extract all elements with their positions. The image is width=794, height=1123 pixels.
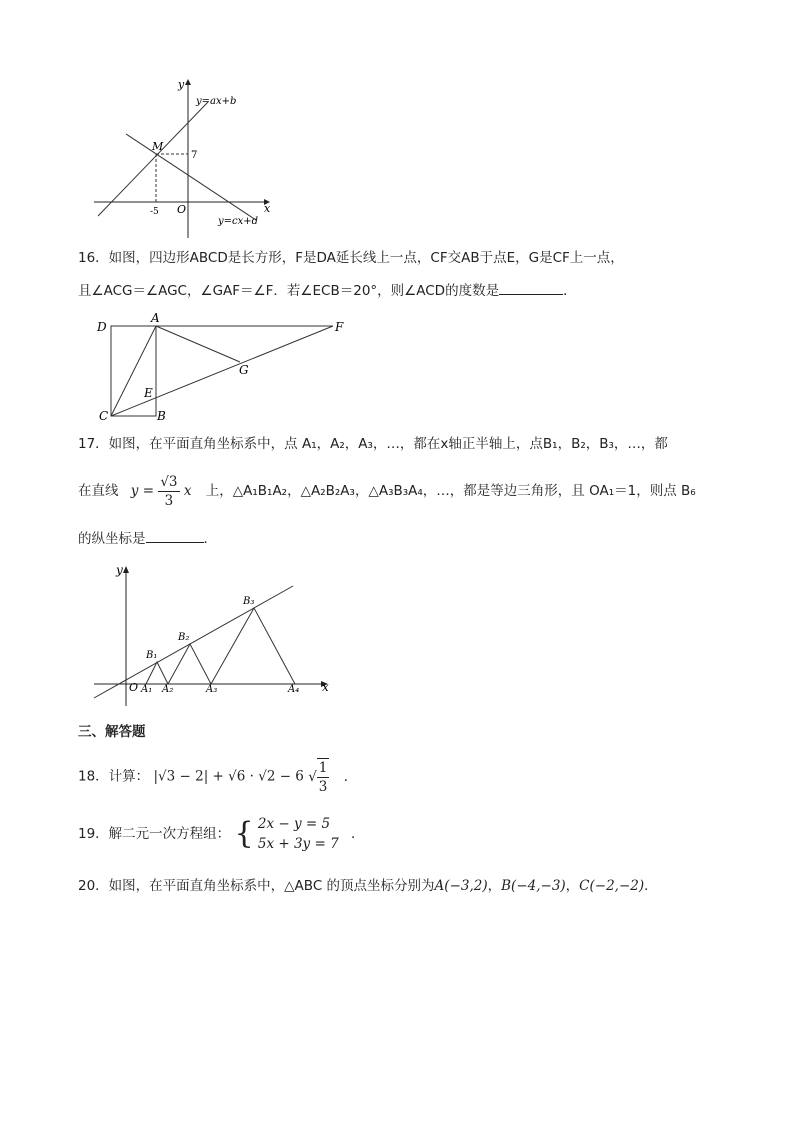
label-A2: A₂: [162, 684, 174, 695]
q17-line3-text: 的纵坐标是: [78, 531, 146, 547]
q18-end: ．: [343, 768, 358, 785]
label-A1: A₁: [141, 684, 153, 695]
q19-eq2: 5x + 3y = 7: [257, 836, 339, 852]
rectangle-figure: [95, 312, 355, 422]
label-B: B: [157, 409, 166, 422]
q20-sep2: ，: [565, 878, 580, 894]
label-F: F: [335, 320, 344, 334]
q20-C: C(−2,−2): [579, 878, 645, 894]
line-cx-d: [126, 134, 256, 220]
q18-radical: √ $\frac{1}{3}$: [308, 760, 328, 795]
label-A4: A₄: [288, 684, 300, 695]
q16-line2: [78, 280, 577, 301]
q19-system: [258, 814, 339, 854]
line-sqrt3-3x: [94, 586, 293, 698]
q17-line2-post: 上，△A₁B₁A₂，△A₂B₂A₃，△A₃B₃A₄，…，都是等边三角形，且 OA₁＝1，则点 B₆: [205, 483, 696, 499]
q18-expr: |√3 − 2| + √6 · √2 − 6: [153, 768, 304, 785]
label-line2: y=cx+d: [218, 216, 259, 227]
eq-fraction: [158, 473, 179, 510]
seg-CF: [111, 326, 333, 416]
q19-prefix: 19．解二元一次方程组：: [78, 826, 231, 842]
label-y-17: y: [116, 563, 123, 577]
q17-line2-pre: 在直线: [78, 483, 119, 499]
label-B2: B₂: [178, 632, 190, 643]
tick-neg5: -5: [150, 207, 159, 217]
y-arrow-17: [123, 566, 129, 573]
triangle-2: [168, 644, 211, 684]
tick-7: 7: [191, 150, 198, 161]
q20: [78, 876, 658, 896]
q18-num: 1: [318, 760, 328, 776]
label-M: M: [152, 140, 164, 153]
q19: [78, 812, 364, 856]
label-x-17: x: [322, 680, 329, 694]
label-E: E: [144, 386, 153, 400]
label-line1: y=ax+b: [196, 96, 237, 107]
label-C: C: [99, 409, 109, 422]
q19-eq1: 2x − y = 5: [257, 816, 331, 832]
q20-text: 20．如图，在平面直角坐标系中，△ABC 的顶点坐标分别为: [78, 878, 435, 894]
eq-y: y =: [130, 483, 155, 499]
linear-functions-figure: [88, 72, 288, 242]
q20-end: ．: [644, 878, 658, 894]
seg-AC: [111, 326, 156, 416]
eq-x: x: [183, 483, 192, 499]
q18-prefix: 18．计算：: [78, 768, 150, 785]
q20-sep1: ，: [487, 878, 502, 894]
label-y: y: [178, 78, 185, 91]
q16-end: ．: [563, 283, 577, 299]
q20-A: A(−3,2): [434, 878, 488, 894]
answer-blank: [499, 280, 563, 295]
section-title: 三、解答题: [78, 724, 146, 740]
seg-AG: [156, 326, 240, 362]
triangle-1: [146, 662, 168, 684]
eq-num: √3: [160, 473, 178, 490]
label-B1: B₁: [146, 650, 158, 661]
label-O: O: [177, 203, 187, 216]
label-O-17: O: [129, 681, 139, 694]
q17-line1: 17．如图，在平面直角坐标系中，点 A₁，A₂，A₃，…，都在x轴正半轴上，点B₁，B₂，B₃，…，都: [78, 436, 668, 452]
q19-brace: {: [234, 816, 254, 851]
label-B3: B₃: [243, 596, 255, 607]
label-x: x: [264, 202, 271, 215]
label-G: G: [239, 363, 249, 377]
label-D: D: [97, 320, 107, 334]
eq-den: 3: [164, 492, 174, 509]
q16-line1: 16．如图，四边形ABCD是长方形，F是DA延长线上一点，CF交AB于点E，G是CF上一点，: [78, 250, 624, 266]
q17-end: ．: [203, 531, 217, 547]
answer-blank-17: [146, 528, 204, 543]
label-A3: A₃: [206, 684, 218, 695]
q17-line3: [78, 528, 217, 549]
q18-frac: [317, 758, 330, 796]
equilateral-triangles-figure: [88, 560, 338, 710]
q19-end: ．: [350, 826, 365, 842]
q18-den: 3: [318, 779, 328, 795]
triangle-3: [211, 608, 295, 684]
y-arrow: [185, 79, 191, 85]
q16-line2-text: 且∠ACG＝∠AGC，∠GAF＝∠F．若∠ECB＝20°，则∠ACD的度数是: [78, 283, 500, 299]
label-A: A: [151, 312, 160, 325]
q17-line2: [78, 471, 696, 511]
q20-B: B(−4,−3): [501, 878, 566, 894]
q18: [78, 758, 357, 796]
